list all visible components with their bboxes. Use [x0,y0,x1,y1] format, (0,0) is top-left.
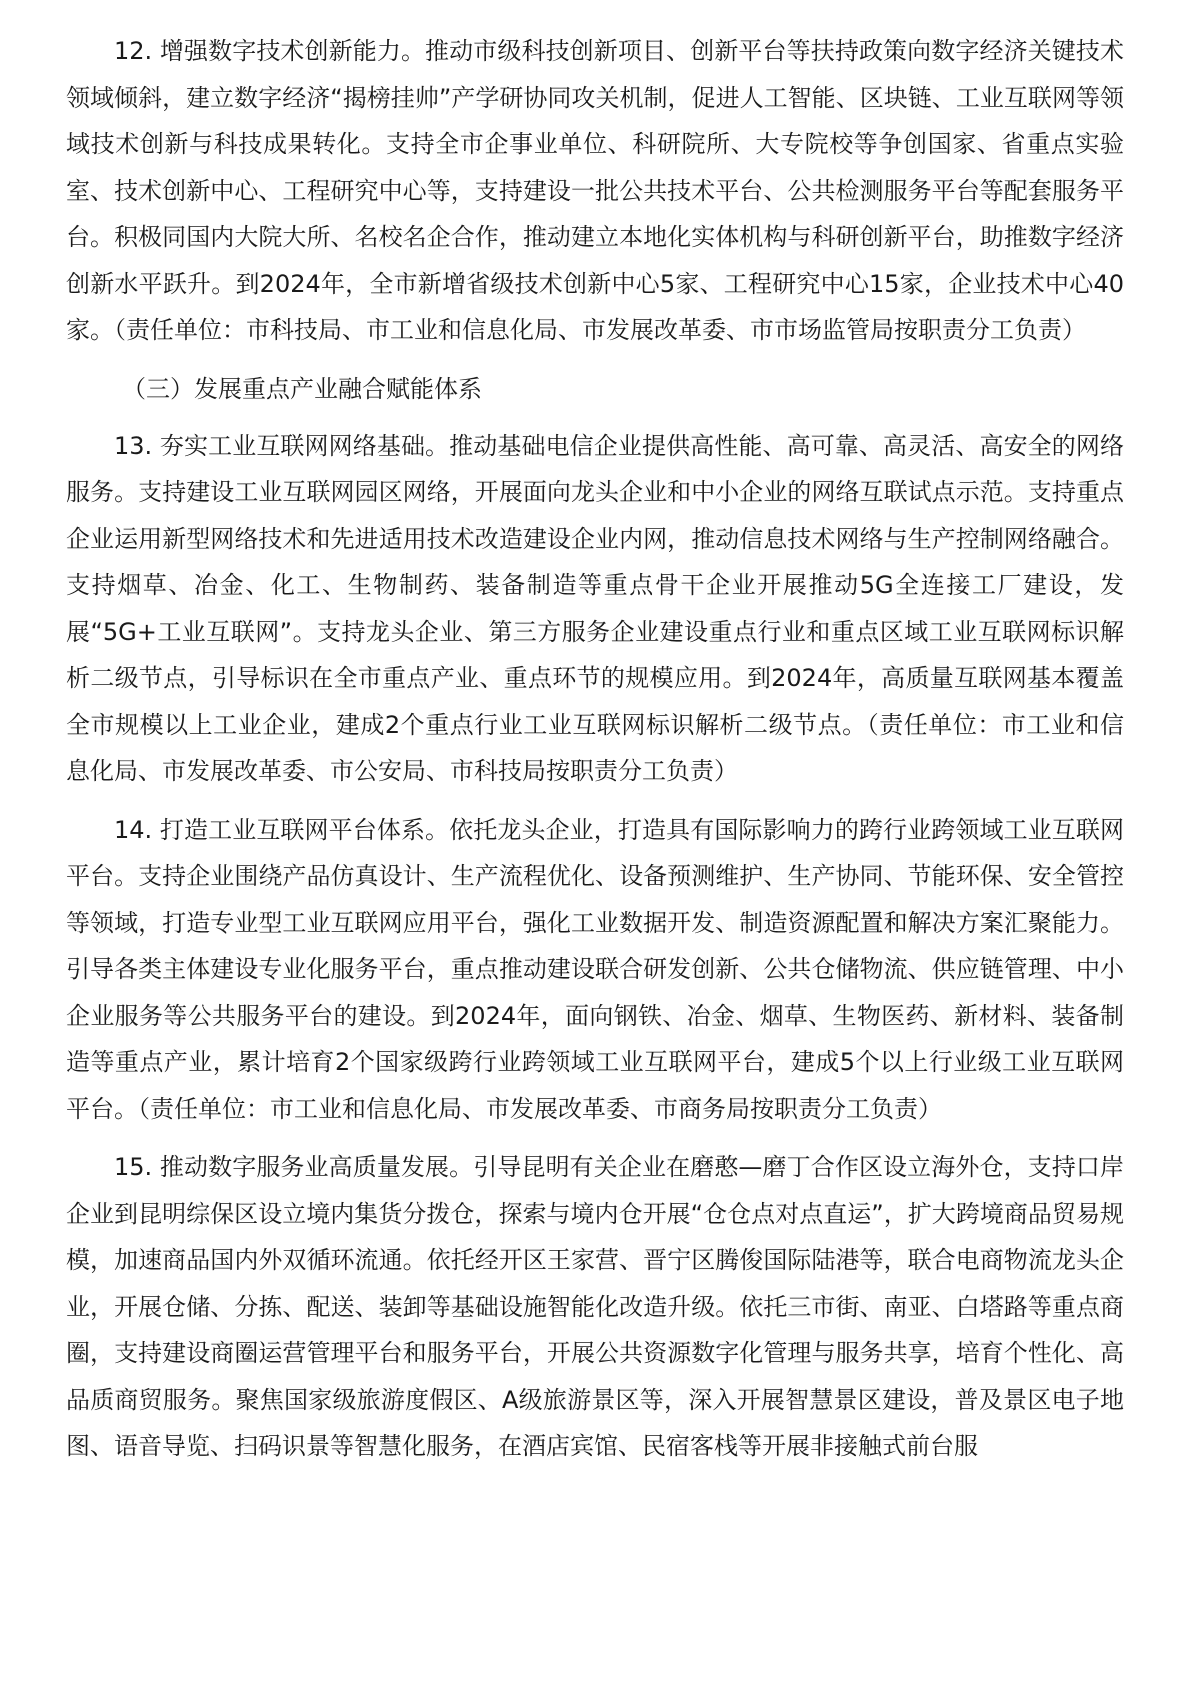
paragraph-item-15: 15. 推动数字服务业高质量发展。引导昆明有关企业在磨憨—磨丁合作区设立海外仓，支持口岸企业到昆明综保区设立境内集货分拨仓，探索与境内仓开展“仓仓点对点直运”，扩大跨境商品贸易规模，加速商品国内外双循环流通。依托经开区王家营、晋宁区腾俊国际陆港等，联合电商物流龙头企业，开展仓储、分拣、配送、装卸等基础设施智能化改造升级。依托三市街、南亚、白塔路等重点商圈，支持建设商圈运营管理平台和服务平台，开展公共资源数字化管理与服务共享，培育个性化、高品质商贸服务。聚焦国家级旅游度假区、A级旅游景区等，深入开展智慧景区建设，普及景区电子地图、语音导览、扫码识景等智慧化服务，在酒店宾馆、民宿客栈等开展非接触式前台服 [66,1153,1124,1460]
paragraph-item-12: 12. 增强数字技术创新能力。推动市级科技创新项目、创新平台等扶持政策向数字经济关键技术领域倾斜，建立数字经济“揭榜挂帅”产学研协同攻关机制，促进人工智能、区块链、工业互联网等领域技术创新与科技成果转化。支持全市企事业单位、科研院所、大专院校等争创国家、省重点实验室、技术创新中心、工程研究中心等，支持建设一批公共技术平台、公共检测服务平台等配套服务平台。积极同国内大院大所、名校名企合作，推动建立本地化实体机构与科研创新平台，助推数字经济创新水平跃升。到2024年，全市新增省级技术创新中心5家、工程研究中心15家，企业技术中心40家。（责任单位：市科技局、市工业和信息化局、市发展改革委、市市场监管局按职责分工负责） [66,37,1124,344]
section-heading-3: （三）发展重点产业融合赋能体系 [122,374,482,403]
document-page [66,28,1124,1482]
paragraph-item-14: 14. 打造工业互联网平台体系。依托龙头企业，打造具有国际影响力的跨行业跨领域工业互联网平台。支持企业围绕产品仿真设计、生产流程优化、设备预测维护、生产协同、节能环保、安全管控等领域，打造专业型工业互联网应用平台，强化工业数据开发、制造资源配置和解决方案汇聚能力。引导各类主体建设专业化服务平台，重点推动建设联合研发创新、公共仓储物流、供应链管理、中小企业服务等公共服务平台的建设。到2024年，面向钢铁、冶金、烟草、生物医药、新材料、装备制造等重点产业，累计培育2个国家级跨行业跨领域工业互联网平台，建成5个以上行业级工业互联网平台。（责任单位：市工业和信息化局、市发展改革委、市商务局按职责分工负责） [66,815,1124,1123]
paragraph-item-13: 13. 夯实工业互联网网络基础。推动基础电信企业提供高性能、高可靠、高灵活、高安全的网络服务。支持建设工业互联网园区网络，开展面向龙头企业和中小企业的网络互联试点示范。支持重点企业运用新型网络技术和先进适用技术改造建设企业内网，推动信息技术网络与生产控制网络融合。支持烟草、冶金、化工、生物制药、装备制造等重点骨干企业开展推动5G全连接工厂建设，发展“5G+工业互联网”。支持龙头企业、第三方服务企业建设重点行业和重点区域工业互联网标识解析二级节点，引导标识在全市重点产业、重点环节的规模应用。到2024年，高质量互联网基本覆盖全市规模以上工业企业，建成2个重点行业工业互联网标识解析二级节点。（责任单位：市工业和信息化局、市发展改革委、市公安局、市科技局按职责分工负责） [66,431,1124,785]
